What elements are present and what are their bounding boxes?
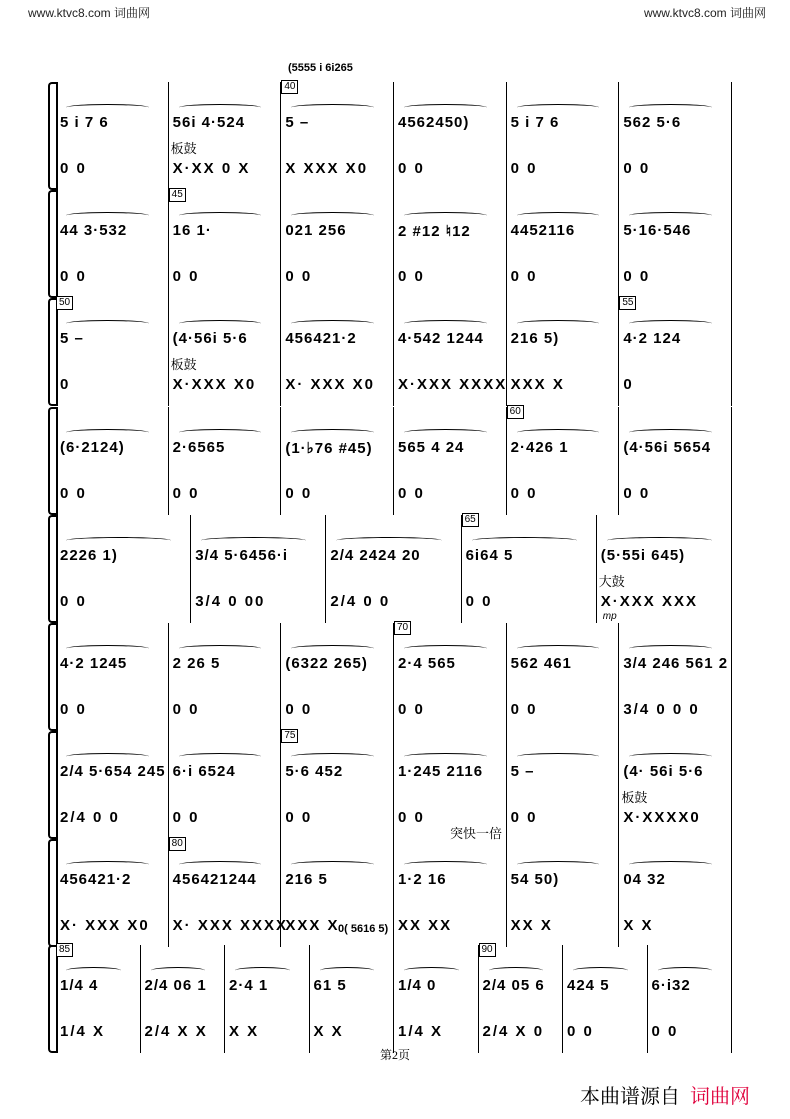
melody-notes: 4·2 124 (623, 330, 682, 347)
system-end-barline (731, 839, 732, 947)
slur-mark (517, 320, 600, 327)
melody-notes: 54 50) (510, 871, 560, 888)
slur-mark (629, 429, 712, 436)
measure (191, 515, 326, 623)
measure-number: 70 (394, 621, 411, 635)
measure (281, 731, 394, 839)
melody-notes: (6322 265) (285, 655, 368, 672)
score-system (56, 62, 732, 190)
percussion-notes: 0 0 (285, 268, 313, 285)
measure-number: 85 (56, 943, 73, 957)
percussion-notes: 0 0 (623, 268, 651, 285)
measure (619, 298, 732, 406)
slur-mark (629, 645, 712, 652)
melody-notes: 2/4 5·654 245 (60, 763, 166, 780)
score-system (56, 826, 732, 947)
slur-mark (66, 645, 149, 652)
percussion-notes: X·XXX XXXX (398, 376, 508, 393)
percussion-notes: X· XXX X0 (285, 376, 376, 393)
melody-notes: (5·55i 645) (600, 547, 686, 564)
slur-mark (179, 212, 262, 219)
system-end-barline (731, 515, 732, 623)
slur-mark (66, 967, 121, 974)
percussion-notes: X·XXXX0 (623, 809, 701, 826)
percussion-notes: 0 0 (623, 485, 651, 502)
percussion-notes: 0 0 (172, 809, 200, 826)
melody-notes: 2·4 565 (398, 655, 456, 672)
dynamic-marking: mp (602, 611, 617, 622)
header-left-watermark: www.ktvc8.com 词曲网 (28, 6, 151, 20)
percussion-notes: 0 0 (398, 485, 425, 502)
percussion-notes: 2/4 X X (144, 1023, 208, 1040)
percussion-notes: 0 0 (60, 593, 87, 610)
percussion-notes: 0 (623, 376, 634, 393)
percussion-notes: X X (229, 1023, 260, 1040)
melody-notes: 2·4 1 (229, 977, 269, 994)
slur-mark (404, 645, 487, 652)
melody-notes: 5·16·546 (623, 222, 692, 239)
melody-notes: 562 461 (510, 655, 572, 672)
melody-notes: 6i64 5 (465, 547, 514, 564)
melody-notes: (4·56i 5654 (623, 439, 712, 456)
melody-notes: 5 i 7 6 (510, 114, 560, 131)
system-above-text: (5555 i 6i265 (288, 62, 353, 74)
percussion-notes: 2/4 0 0 (60, 809, 120, 826)
slur-mark (573, 967, 628, 974)
melody-notes: (1·♭76 #45) (285, 440, 373, 457)
measure (56, 190, 169, 298)
measure-number: 90 (479, 943, 496, 957)
melody-notes: (4· 56i 5·6 (623, 763, 704, 780)
measure (169, 407, 282, 515)
melody-notes: 216 5 (285, 871, 328, 888)
slur-mark (517, 645, 600, 652)
measure (394, 407, 507, 515)
percussion-notes: 0 0 (465, 593, 493, 610)
measure (56, 298, 169, 406)
slur-mark (517, 104, 600, 111)
melody-notes: 61 5 (313, 977, 347, 994)
measure (619, 623, 732, 731)
system-brace (48, 945, 56, 1053)
percussion-notes: 0 0 (172, 701, 200, 718)
slur-mark (517, 753, 600, 760)
system-brace (48, 298, 56, 406)
percussion-notes: 0 0 (60, 268, 87, 285)
melody-notes: 216 5) (510, 330, 560, 347)
measure (169, 82, 282, 190)
measure (281, 298, 394, 406)
measure (56, 623, 169, 731)
slur-mark (291, 861, 374, 868)
melody-notes: 3/4 246 561 2 (623, 655, 729, 672)
measure (394, 839, 507, 947)
melody-notes: 2/4 2424 20 (330, 547, 421, 564)
melody-notes: 2/4 05 6 (482, 977, 545, 994)
slur-mark (404, 753, 487, 760)
percussion-notes: X X (623, 917, 654, 934)
percussion-notes: 3/4 0 0 0 (623, 701, 700, 718)
slur-mark (179, 320, 262, 327)
percussion-notes: 0 0 (510, 809, 538, 826)
measure (56, 515, 191, 623)
slur-mark (629, 320, 712, 327)
system-brace (48, 731, 56, 839)
slur-mark (291, 645, 374, 652)
footer-source (580, 1080, 750, 1109)
percussion-notes: 0 0 (60, 701, 87, 718)
measure-number: 65 (462, 513, 479, 527)
system-above-text: 0( 5616 5) (338, 923, 389, 935)
slur-mark (629, 861, 712, 868)
slur-mark (629, 104, 712, 111)
percussion-notes: 0 0 (510, 160, 538, 177)
measure (169, 190, 282, 298)
slur-mark (179, 429, 262, 436)
slur-mark (179, 861, 262, 868)
measure (619, 407, 732, 515)
percussion-notes: 0 0 (510, 701, 538, 718)
measure-number: 50 (56, 296, 73, 310)
measure (281, 407, 394, 515)
percussion-notes: 0 0 (398, 268, 425, 285)
melody-notes: 2·6565 (172, 439, 226, 456)
system-brace (48, 407, 56, 515)
instrument-annotation: 大鼓 (598, 574, 625, 589)
score-system (56, 515, 732, 623)
instrument-annotation: 板鼓 (170, 357, 197, 372)
melody-notes: 6·i32 (651, 977, 691, 994)
slur-mark (291, 104, 374, 111)
slur-mark (291, 320, 374, 327)
percussion-notes: 0 0 (60, 485, 87, 502)
measure (281, 623, 394, 731)
melody-notes: 4562450) (398, 114, 470, 131)
melody-notes: 1·2 16 (398, 871, 447, 888)
measure (507, 731, 620, 839)
measure (394, 190, 507, 298)
instrument-annotation: 板鼓 (621, 790, 648, 805)
slur-mark (629, 212, 712, 219)
percussion-notes: X·XX 0 X (172, 160, 251, 177)
measure (56, 839, 169, 947)
page-number: 第2页 (379, 1048, 410, 1062)
percussion-notes: 0 0 (651, 1023, 679, 1040)
slur-mark (179, 753, 262, 760)
measure (141, 945, 226, 1053)
slur-mark (517, 212, 600, 219)
score-system (56, 623, 732, 731)
measure (394, 945, 479, 1053)
melody-notes: 2/4 06 1 (144, 977, 207, 994)
system-end-barline (731, 731, 732, 839)
percussion-notes: XXX X (510, 376, 565, 393)
percussion-notes: 0 (60, 376, 71, 393)
melody-notes: 456421244 (172, 871, 257, 888)
measure (619, 731, 732, 839)
slur-mark (629, 753, 712, 760)
slur-mark (472, 537, 577, 544)
system-end-barline (731, 82, 732, 190)
measure-number: 45 (169, 188, 186, 202)
melody-notes: 4·542 1244 (398, 330, 484, 347)
percussion-notes: 0 0 (60, 160, 87, 177)
measure (394, 298, 507, 406)
measure-number: 40 (281, 80, 298, 94)
score-system (56, 731, 732, 839)
measure (326, 515, 461, 623)
percussion-notes: X·XXX XXX (600, 593, 698, 610)
measure-number: 80 (169, 837, 186, 851)
melody-notes: 021 256 (285, 222, 347, 239)
melody-notes: 2 26 5 (172, 655, 221, 672)
score-system (56, 298, 732, 406)
measure (310, 945, 395, 1053)
measure (507, 190, 620, 298)
percussion-notes: XX X (510, 917, 553, 934)
percussion-notes: X XXX X0 (285, 160, 369, 177)
melody-notes: 2 #12 ♮12 (398, 223, 471, 240)
system-above-text: 突快一倍 (450, 826, 503, 841)
measure (563, 945, 648, 1053)
slur-mark (291, 429, 374, 436)
slur-mark (404, 967, 459, 974)
slur-mark (66, 429, 149, 436)
melody-notes: 565 4 24 (398, 439, 465, 456)
measure (619, 839, 732, 947)
slur-mark (404, 104, 487, 111)
measure (56, 945, 141, 1053)
percussion-notes: 0 0 (567, 1023, 594, 1040)
melody-notes: 5 i 7 6 (60, 114, 109, 131)
slur-mark (517, 429, 600, 436)
percussion-notes: 1/4 X (398, 1023, 444, 1040)
slur-mark (489, 967, 544, 974)
measure-number: 60 (507, 405, 524, 419)
melody-notes: 2·426 1 (510, 439, 569, 456)
slur-mark (607, 537, 712, 544)
measure (281, 190, 394, 298)
system-brace (48, 190, 56, 298)
slur-mark (404, 861, 487, 868)
percussion-notes: 0 0 (510, 485, 538, 502)
slur-mark (336, 537, 441, 544)
system-end-barline (731, 298, 732, 406)
melody-notes: 5 – (510, 763, 535, 780)
melody-notes: 1/4 4 (60, 977, 99, 994)
slur-mark (66, 861, 149, 868)
melody-notes: 44 3·532 (60, 222, 128, 239)
measure (169, 731, 282, 839)
system-end-barline (731, 407, 732, 515)
percussion-notes: X X (313, 1023, 344, 1040)
percussion-notes: 2/4 0 0 (330, 593, 391, 610)
slur-mark (66, 320, 149, 327)
measure (619, 190, 732, 298)
slur-mark (66, 104, 149, 111)
measure (169, 298, 282, 406)
melody-notes: 5 – (60, 330, 84, 347)
measure (479, 945, 564, 1053)
system-brace (48, 515, 56, 623)
measure (619, 82, 732, 190)
slur-mark (151, 967, 206, 974)
measure (462, 515, 597, 623)
measure (507, 623, 620, 731)
slur-mark (404, 429, 487, 436)
measure (56, 407, 169, 515)
measure (507, 839, 620, 947)
percussion-notes: X·XXX X0 (172, 376, 257, 393)
slur-mark (320, 967, 375, 974)
system-end-barline (731, 945, 732, 1053)
measure (507, 298, 620, 406)
melody-notes: 3/4 5·6456·i (195, 547, 289, 564)
slur-mark (201, 537, 306, 544)
measure (507, 407, 620, 515)
slur-mark (66, 537, 171, 544)
measure (225, 945, 310, 1053)
melody-notes: 56i 4·524 (172, 114, 246, 131)
measure-number: 75 (281, 729, 298, 743)
percussion-notes: 0 0 (285, 809, 313, 826)
slur-mark (517, 861, 600, 868)
percussion-notes: 3/4 0 00 (195, 593, 266, 610)
measure (394, 82, 507, 190)
system-brace (48, 623, 56, 731)
percussion-notes: 0 0 (398, 160, 425, 177)
slur-mark (404, 320, 487, 327)
measure (281, 82, 394, 190)
melody-notes: 6·i 6524 (172, 763, 236, 780)
header-right-watermark: www.ktvc8.com 词曲网 (643, 6, 766, 20)
percussion-notes: 0 0 (398, 809, 425, 826)
slur-mark (179, 104, 262, 111)
measure (394, 623, 507, 731)
measure-number: 55 (619, 296, 636, 310)
slur-mark (235, 967, 290, 974)
system-brace (48, 82, 56, 190)
melody-notes: 562 5·6 (623, 114, 682, 131)
percussion-notes: 0 0 (398, 701, 425, 718)
percussion-notes: 0 0 (172, 485, 200, 502)
melody-notes: (4·56i 5·6 (172, 330, 248, 347)
slur-mark (404, 212, 487, 219)
melody-notes: 1/4 0 (398, 977, 437, 994)
melody-notes: (6·2124) (60, 439, 125, 456)
percussion-notes: 0 0 (285, 701, 313, 718)
percussion-notes: XX XX (398, 917, 453, 934)
slur-mark (658, 967, 713, 974)
slur-mark (179, 645, 262, 652)
melody-notes: 2226 1) (60, 547, 118, 564)
system-end-barline (731, 623, 732, 731)
system-brace (48, 839, 56, 947)
footer-prefix: 本曲谱源自 (580, 1086, 680, 1108)
system-end-barline (731, 190, 732, 298)
melody-notes: 456421·2 (285, 330, 357, 347)
slur-mark (66, 753, 149, 760)
instrument-annotation: 板鼓 (170, 141, 197, 156)
melody-notes: 5·6 452 (285, 763, 344, 780)
measure (648, 945, 733, 1053)
melody-notes: 16 1· (172, 222, 212, 239)
melody-notes: 424 5 (567, 977, 610, 994)
melody-notes: 456421·2 (60, 871, 132, 888)
melody-notes: 1·245 2116 (398, 763, 484, 780)
percussion-notes: 0 0 (285, 485, 313, 502)
slur-mark (66, 212, 149, 219)
melody-notes: 4·2 1245 (60, 655, 128, 672)
measure (56, 731, 169, 839)
measure (597, 515, 732, 623)
measure (169, 623, 282, 731)
percussion-notes: XXX X (285, 917, 340, 934)
score-system (56, 190, 732, 298)
melody-notes: 5 – (285, 114, 310, 131)
measure (56, 82, 169, 190)
percussion-notes: 0 0 (172, 268, 200, 285)
percussion-notes: 2/4 X 0 (482, 1023, 545, 1040)
measure (507, 82, 620, 190)
percussion-notes: 1/4 X (60, 1023, 106, 1040)
percussion-notes: X· XXX XXXX (172, 917, 289, 934)
percussion-notes: 0 0 (510, 268, 538, 285)
slur-mark (291, 212, 374, 219)
score-system (56, 407, 732, 515)
measure (169, 838, 289, 947)
percussion-notes: X· XXX X0 (60, 917, 150, 934)
percussion-notes: 0 0 (623, 160, 651, 177)
slur-mark (291, 753, 374, 760)
footer-brand: 词曲网 (690, 1086, 750, 1108)
melody-notes: 04 32 (623, 871, 666, 888)
melody-notes: 4452116 (510, 222, 576, 239)
